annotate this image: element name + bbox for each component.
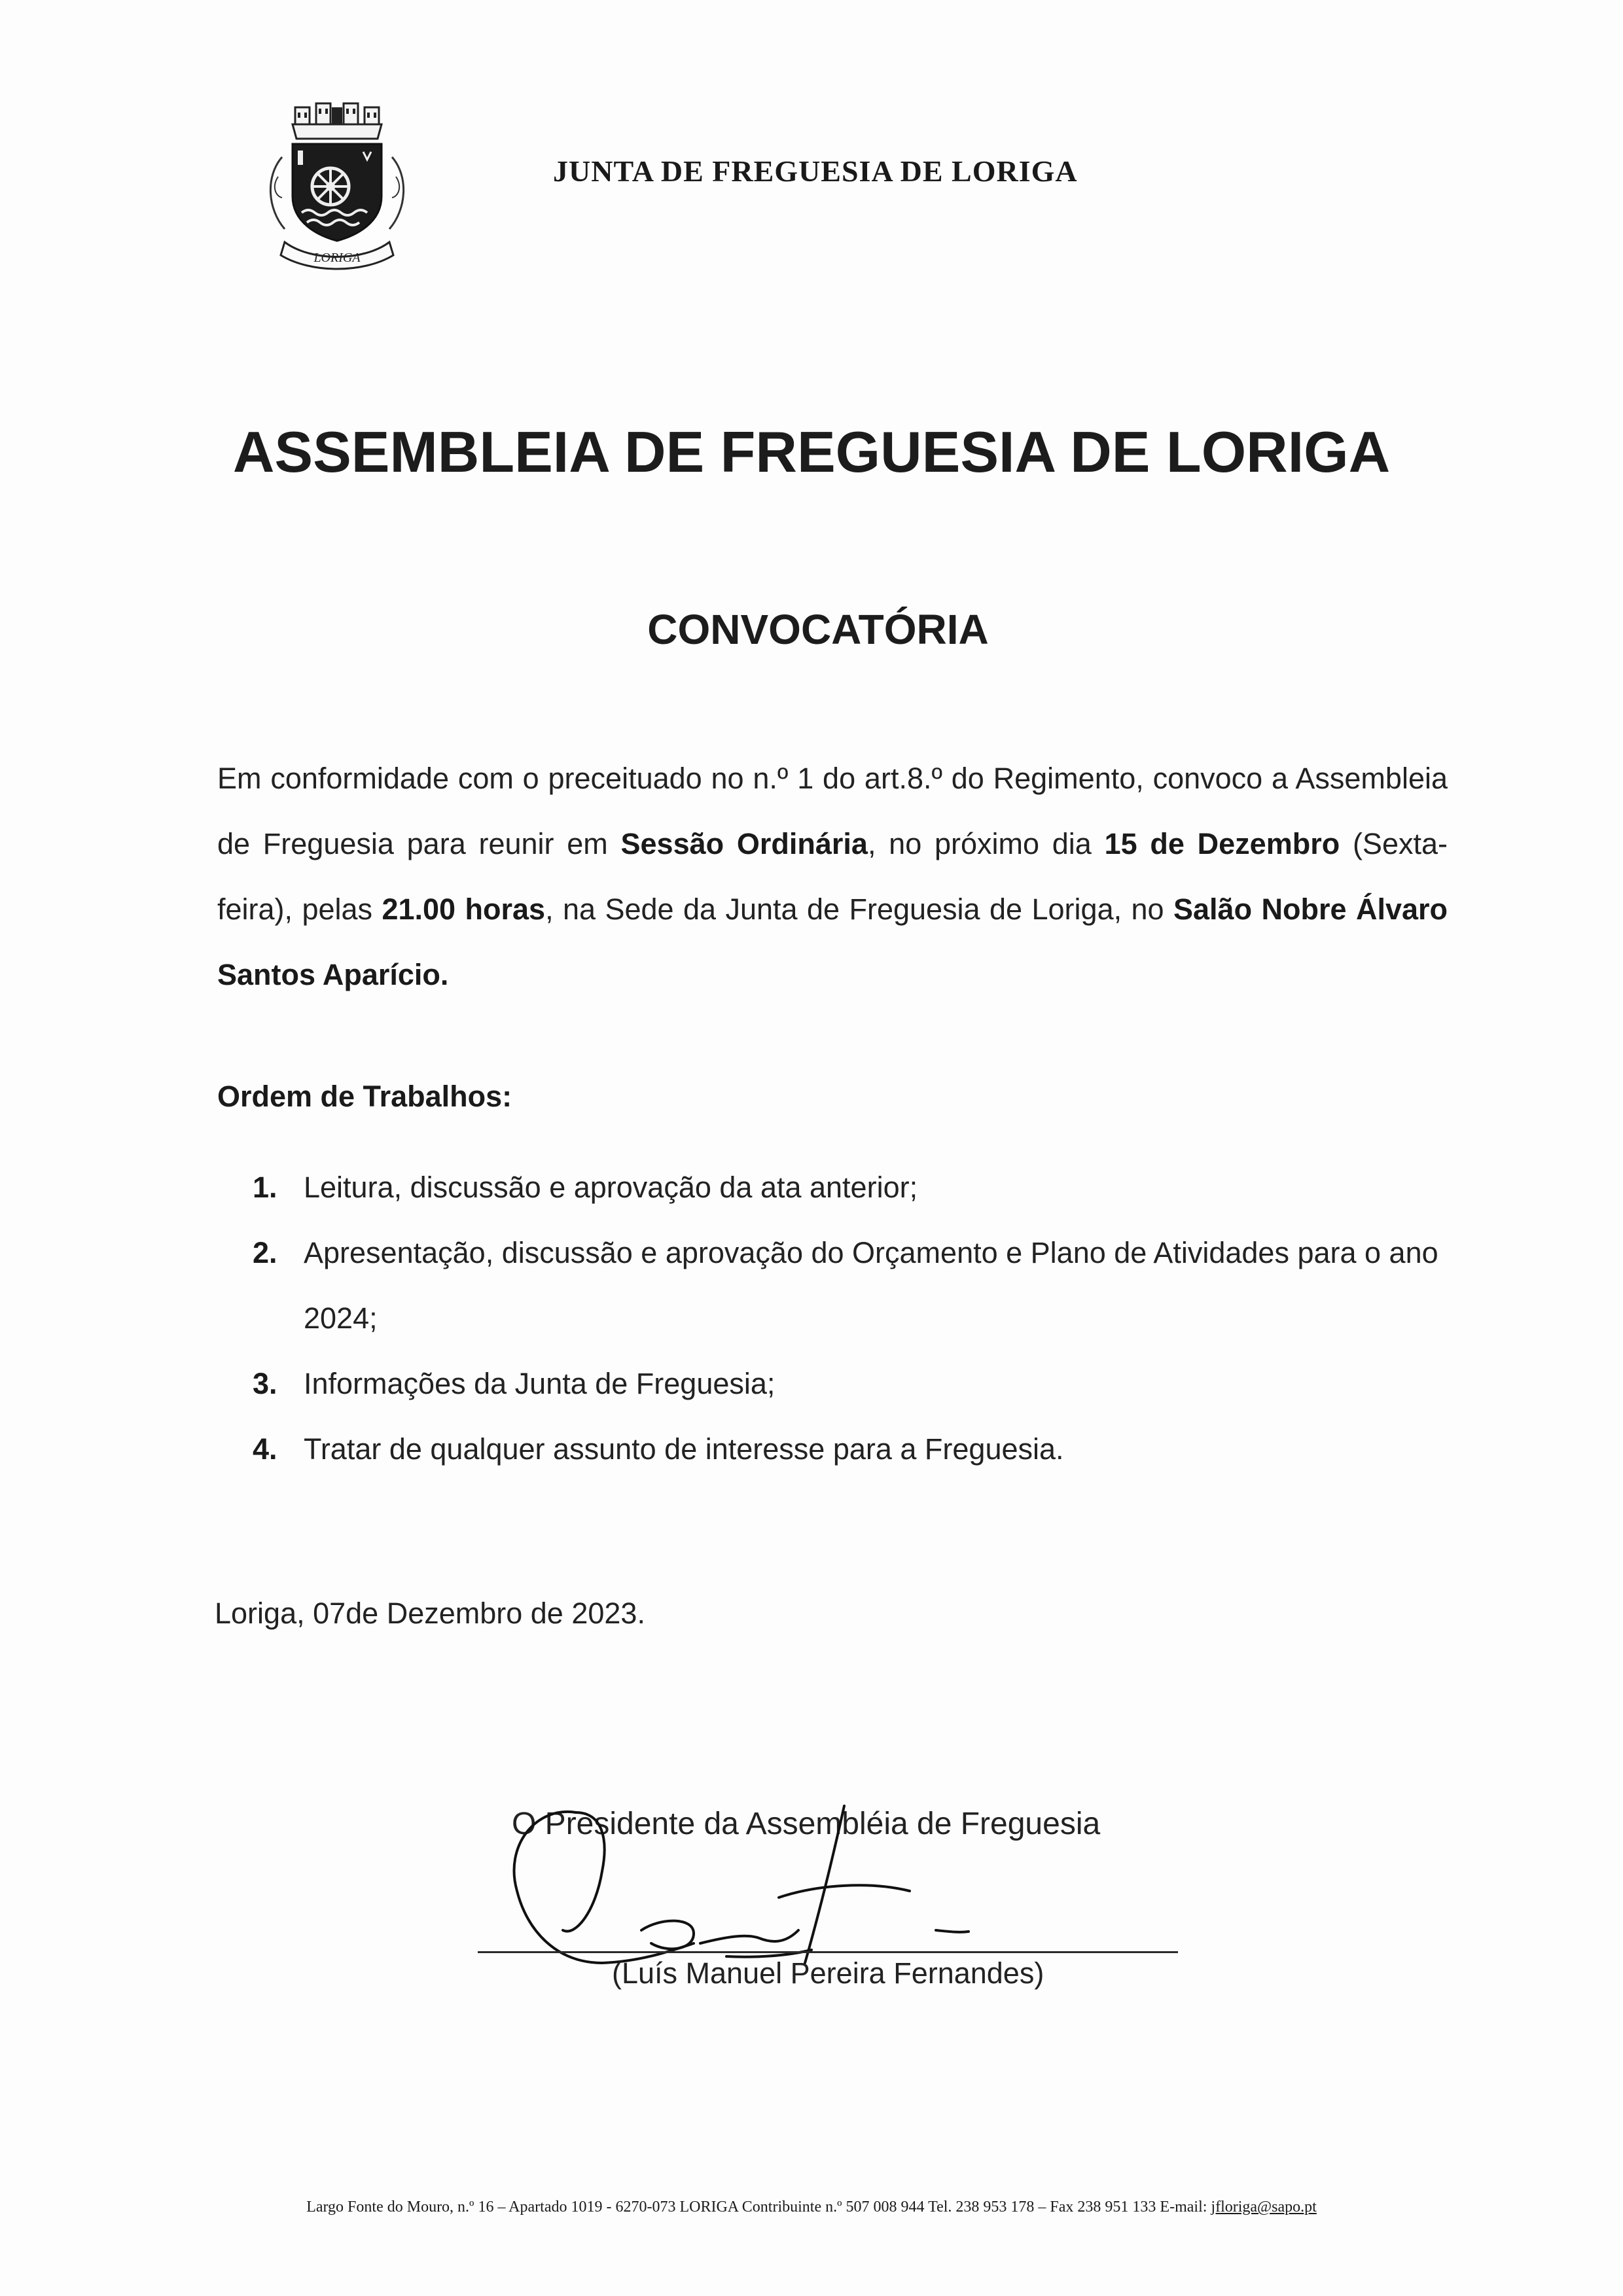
signatory-name: (Luís Manuel Pereira Fernandes) — [612, 1956, 1044, 1990]
convocation-paragraph — [217, 746, 1448, 1008]
agenda-item — [217, 1220, 1448, 1351]
crest-ribbon-label: LORIGA — [313, 251, 361, 265]
place-and-date: Loriga, 07de Dezembro de 2023. — [215, 1597, 645, 1630]
footer-address: Largo Fonte do Mouro, n.º 16 – Apartado 1019 - 6270-073 LORIGA Contribuinte n.º 507 008 944 Tel. 238 953 178 – Fax 238 951 133 E-mail: — [306, 2199, 1211, 2216]
agenda-item — [217, 1155, 1448, 1220]
agenda-item-text: Apresentação, discussão e aprovação do Orçamento e Plano de Atividades para o ano 2024; — [304, 1236, 1438, 1335]
agenda-item-text: Informações da Junta de Freguesia; — [304, 1367, 776, 1400]
handwritten-signature — [478, 1767, 1067, 1989]
agenda-item-number: 4. — [253, 1432, 277, 1466]
signatory-role: O Presidente da Assembléia de Freguesia — [512, 1807, 1101, 1841]
agenda-item — [217, 1417, 1448, 1482]
document-subtitle: CONVOCATÓRIA — [647, 606, 989, 653]
meeting-time: 21.00 horas — [382, 892, 546, 926]
paragraph-text: , na Sede da Junta de Freguesia de Loriga, no — [545, 892, 1174, 926]
agenda-title: Ordem de Trabalhos: — [217, 1080, 512, 1113]
meeting-date: 15 de Dezembro — [1104, 827, 1340, 860]
footer-email: jfloriga@sapo.pt — [1211, 2199, 1317, 2216]
agenda-item-text: Tratar de qualquer assunto de interesse para a Freguesia. — [304, 1432, 1064, 1466]
coat-of-arms-crest — [259, 98, 416, 275]
session-type: Sessão Ordinária — [620, 827, 868, 860]
agenda-item-text: Leitura, discussão e aprovação da ata anterior; — [304, 1171, 918, 1204]
agenda-list — [217, 1155, 1448, 1482]
paragraph-text: Em conformidade com o preceituado no n.º 1 do art.8.º do Regimento, convoco a Assembleia de Freguesia para reunir em — [217, 762, 1448, 860]
paragraph-text: (Sexta-feira), pelas — [217, 827, 1448, 926]
paragraph-text: , no próximo dia — [867, 827, 1105, 860]
agenda-item-number: 1. — [253, 1171, 277, 1204]
signature-line — [478, 1951, 1178, 1953]
footer-contact-info — [0, 2199, 1623, 2216]
agenda-item — [217, 1351, 1448, 1417]
agenda-item-number: 2. — [253, 1236, 277, 1269]
agenda-item-number: 3. — [253, 1367, 277, 1400]
document-title: ASSEMBLEIA DE FREGUESIA DE LORIGA — [232, 419, 1391, 484]
organization-name: JUNTA DE FREGUESIA DE LORIGA — [553, 154, 1078, 188]
meeting-venue: Salão Nobre Álvaro Santos Aparício. — [217, 892, 1448, 991]
